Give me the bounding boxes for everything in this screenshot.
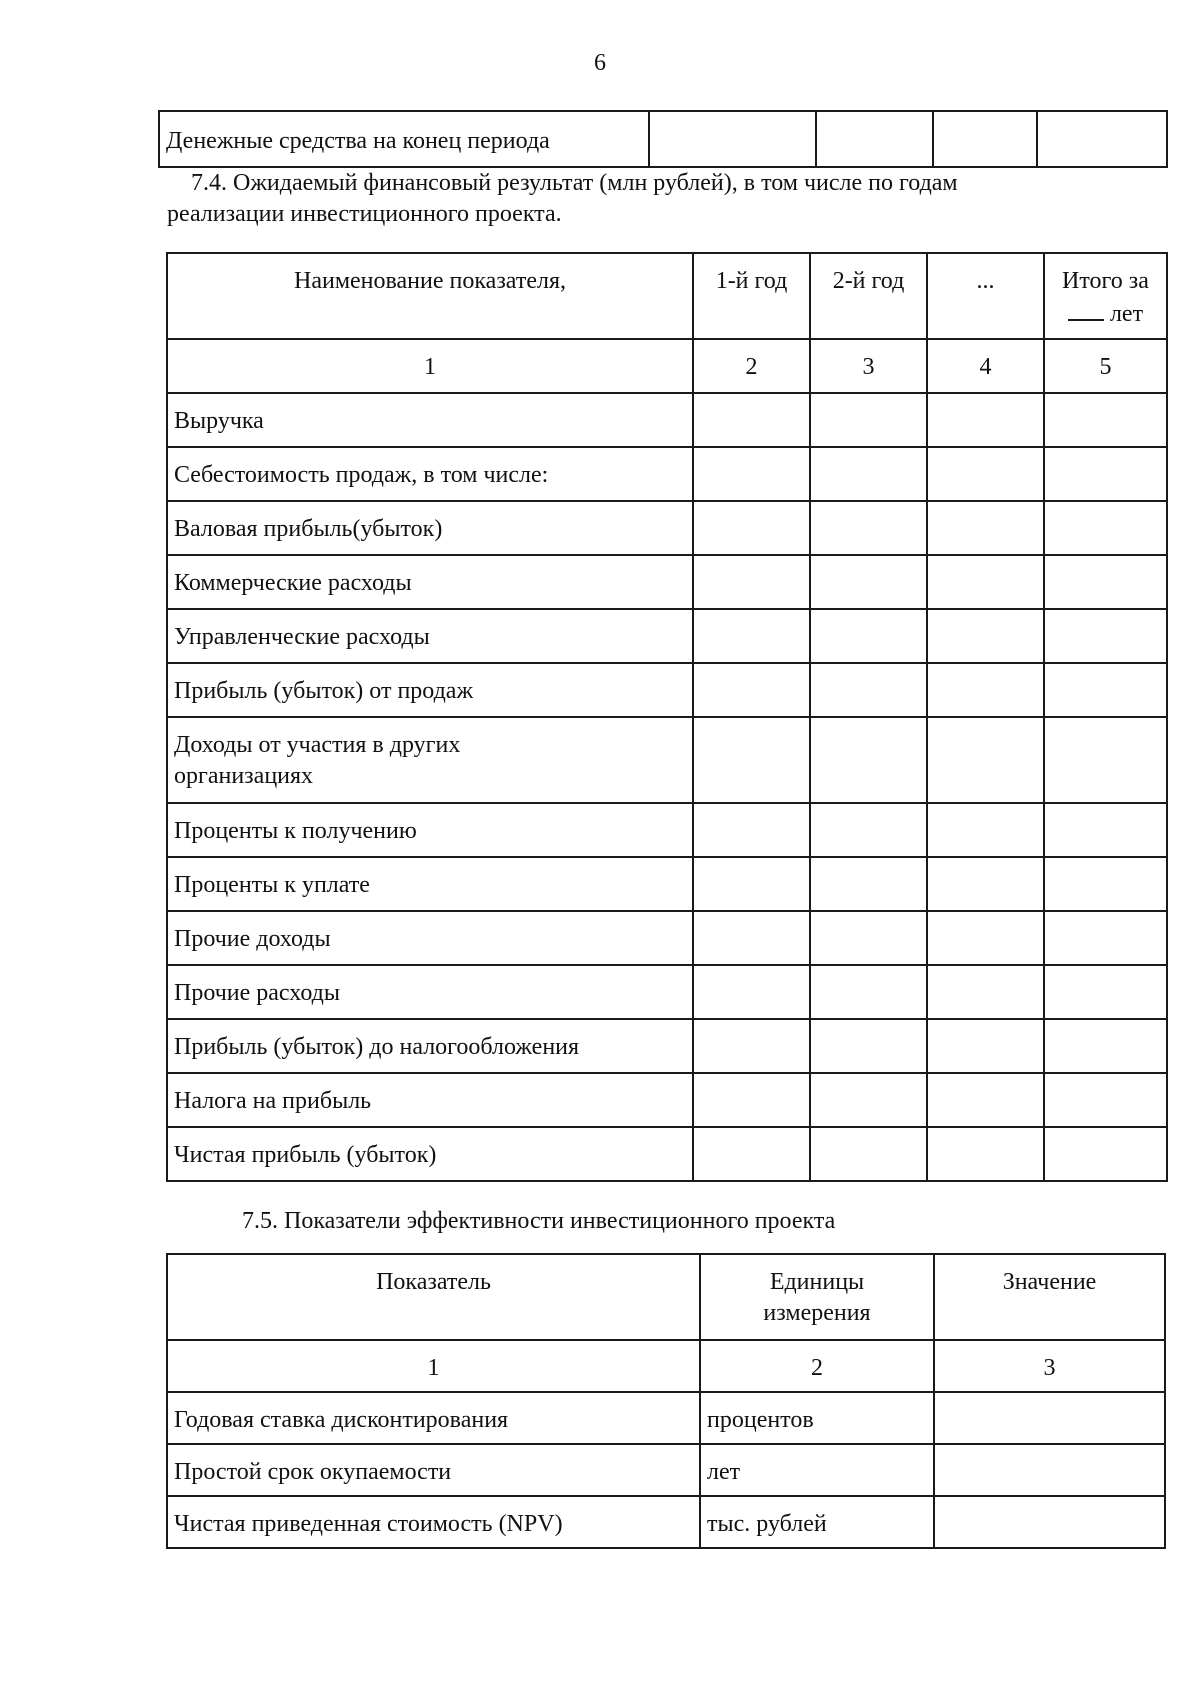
indicator-name: Простой срок окупаемости [167,1444,700,1496]
header-year-1: 1-й год [693,253,810,339]
indicator-name: Чистая приведенная стоимость (NPV) [167,1496,700,1548]
indicator-name: Годовая ставка дисконтирования [167,1392,700,1444]
row-label-line: Прочие расходы [174,980,340,1006]
row-label-line: Проценты к получению [174,818,417,844]
row-label [167,663,693,717]
table-cell [927,911,1044,965]
section-7-4-heading-line1: 7.4. Ожидаемый финансовый результат (млн рублей), в том числе по годам [191,170,958,196]
table-cell [927,447,1044,501]
row-label-line: Себестоимость продаж, в том числе: [174,462,549,488]
row-label-line: организациях [174,763,314,789]
row-label-line: Доходы от участия в других [174,732,461,758]
financial-result-table [166,252,1168,1182]
table-cell [927,663,1044,717]
table-cell [1044,803,1167,857]
column-number: 4 [927,339,1044,393]
table-cell [1044,911,1167,965]
table-cell [1044,965,1167,1019]
row-label [167,803,693,857]
header-year-2: 2-й год [810,253,927,339]
table-row [167,1444,1165,1496]
efficiency-table [166,1253,1166,1549]
table-cell [927,857,1044,911]
table-cell [810,393,927,447]
table-cell [810,857,927,911]
blank-line [1068,297,1104,321]
section-7-4-heading [167,168,1167,230]
table-cell [693,609,810,663]
table-cell [810,1019,927,1073]
row-label-line: Прибыль (убыток) до налогообложения [174,1034,580,1060]
table-cell [810,1073,927,1127]
table-cell [693,857,810,911]
row-label-line: Налога на прибыль [174,1088,372,1114]
table-cell [927,965,1044,1019]
indicator-value [934,1444,1165,1496]
table-cell [693,501,810,555]
table-cell [1044,1019,1167,1073]
table-cell [1037,111,1167,167]
column-number-row [167,339,1167,393]
header-total [1044,253,1167,339]
header-total-line1: Итого за [1062,268,1149,294]
indicator-value [934,1392,1165,1444]
table-row [167,717,1167,803]
indicator-unit: лет [700,1444,934,1496]
table-row [167,501,1167,555]
row-label [167,1127,693,1181]
table-row [167,393,1167,447]
header-unit-line1: Единицы [769,1269,865,1295]
table-cell [693,1127,810,1181]
column-number: 1 [167,339,693,393]
row-label [167,717,693,803]
column-number: 3 [934,1340,1165,1392]
table-header-row [167,253,1167,339]
table-cell [1044,501,1167,555]
row-label-line: Коммерческие расходы [174,570,412,596]
table-cell [693,663,810,717]
table-cell [693,717,810,803]
table-cell [1044,663,1167,717]
header-indicator: Показатель [167,1254,700,1340]
header-unit [700,1254,934,1340]
table-cell [810,803,927,857]
row-label [167,1019,693,1073]
table-cell [693,1073,810,1127]
indicator-value [934,1496,1165,1548]
table-row [159,111,1167,167]
row-label-line: Чистая прибыль (убыток) [174,1142,437,1168]
table-cell [810,501,927,555]
table-cell [1044,393,1167,447]
table-cell [927,803,1044,857]
table-cell [1044,857,1167,911]
table-row [167,911,1167,965]
table-cell [927,1073,1044,1127]
table-cell [693,447,810,501]
table-cell [816,111,933,167]
column-number: 1 [167,1340,700,1392]
row-label [167,501,693,555]
header-total-line2 [1051,297,1160,330]
table-row [167,803,1167,857]
table-cell [1044,555,1167,609]
row-label-line: Прочие доходы [174,926,331,952]
table-cell [810,447,927,501]
table-row [167,447,1167,501]
section-7-4-heading-line2: реализации инвестиционного проекта. [167,201,562,227]
cash-end-period-label: Денежные средства на конец периода [159,111,649,167]
row-label [167,1073,693,1127]
row-label-line: Проценты к уплате [174,872,370,898]
indicator-unit: тыс. рублей [700,1496,934,1548]
row-label-line: Выручка [174,408,264,434]
table-cell [693,911,810,965]
header-ellipsis: ... [927,253,1044,339]
table-cell [927,501,1044,555]
table-cell [927,609,1044,663]
table-cell [927,555,1044,609]
table-cell [693,965,810,1019]
table-row [167,555,1167,609]
cash-table [158,110,1168,168]
row-label [167,447,693,501]
table-header-row [167,1254,1165,1340]
column-number: 5 [1044,339,1167,393]
table-cell [927,717,1044,803]
header-total-years: лет [1109,301,1144,327]
column-number: 2 [700,1340,934,1392]
table-cell [649,111,816,167]
table-row [167,609,1167,663]
table-row [167,1392,1165,1444]
row-label [167,555,693,609]
header-unit-line2: измерения [763,1300,871,1326]
row-label [167,857,693,911]
table-cell [693,1019,810,1073]
table-row [167,1127,1167,1181]
table-row [167,1496,1165,1548]
table-cell [1044,609,1167,663]
table-cell [1044,1073,1167,1127]
table-cell [1044,447,1167,501]
header-indicator-name: Наименование показателя, [167,253,693,339]
column-number: 2 [693,339,810,393]
row-label-line: Управленческие расходы [174,624,430,650]
row-label [167,965,693,1019]
row-label-line: Прибыль (убыток) от продаж [174,678,474,704]
table-cell [810,1127,927,1181]
table-cell [693,803,810,857]
page-number: 6 [594,50,606,76]
table-cell [1044,1127,1167,1181]
table-cell [927,1019,1044,1073]
section-7-5-heading: 7.5. Показатели эффективности инвестиционного проекта [242,1208,836,1234]
table-row [167,857,1167,911]
indicator-unit: процентов [700,1392,934,1444]
header-value: Значение [934,1254,1165,1340]
table-row [167,663,1167,717]
table-cell [810,609,927,663]
table-cell [810,965,927,1019]
table-cell [810,717,927,803]
table-row [167,1073,1167,1127]
row-label [167,393,693,447]
table-cell [927,393,1044,447]
table-cell [810,663,927,717]
table-row [167,1019,1167,1073]
row-label [167,609,693,663]
table-cell [1044,717,1167,803]
table-cell [810,911,927,965]
table-row [167,965,1167,1019]
row-label [167,911,693,965]
row-label-line: Валовая прибыль(убыток) [174,516,443,542]
column-number: 3 [810,339,927,393]
table-cell [810,555,927,609]
table-cell [927,1127,1044,1181]
table-cell [693,393,810,447]
table-cell [933,111,1037,167]
column-number-row [167,1340,1165,1392]
table-cell [693,555,810,609]
